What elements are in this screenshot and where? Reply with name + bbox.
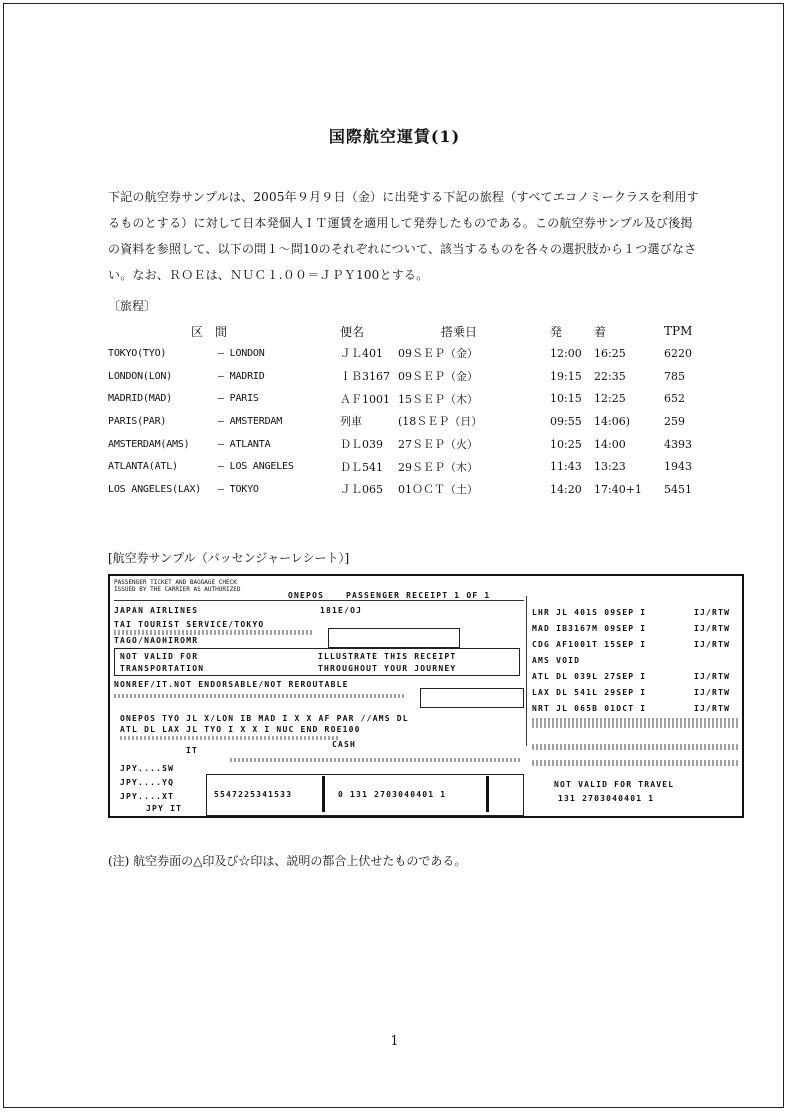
ticket-box bbox=[328, 628, 460, 648]
coupon-row: NRT JL 065B 01OCT I bbox=[532, 704, 647, 713]
itinerary-row bbox=[108, 365, 704, 388]
intro-line: い。なお、ＲＯＥは、ＮＵＣ１.００＝ＪＰＹ100とする。 bbox=[108, 268, 429, 282]
row-tpm: 785 bbox=[664, 369, 685, 383]
ticket-header: PASSENGER TICKET AND BAGGAGE CHECK bbox=[114, 579, 237, 586]
ticket-hatch bbox=[532, 760, 738, 766]
row-to: — MADRID bbox=[218, 370, 265, 382]
row-flight: ＡＦ1001 bbox=[340, 392, 390, 406]
ticket-hatch bbox=[114, 630, 314, 635]
row-tpm: 652 bbox=[664, 392, 685, 406]
ticket-hatch bbox=[114, 694, 404, 698]
ticket-divider bbox=[526, 596, 527, 746]
row-flight: ＤＬ541 bbox=[340, 460, 383, 474]
coupon-basis: IJ/RTW bbox=[694, 624, 731, 633]
coupon-row: LAX DL 541L 29SEP I bbox=[532, 688, 647, 697]
ticket-date-code: 181E/OJ bbox=[320, 606, 363, 615]
ticket-hatch bbox=[230, 758, 520, 762]
header-flight: 便名 bbox=[340, 324, 365, 339]
intro-paragraph bbox=[108, 184, 736, 288]
row-flight: ＩＢ3167 bbox=[340, 370, 390, 384]
ticket-number: 5547225341533 bbox=[214, 790, 293, 799]
row-date: 29ＳＥＰ（木） bbox=[398, 460, 478, 474]
header-date: 搭乗日 bbox=[440, 324, 477, 339]
row-date: (18ＳＥＰ（日） bbox=[398, 415, 483, 429]
ticket-fare-calc: ONEPOS TYO JL X/LON IB MAD I X X AF PAR //AMS DL bbox=[120, 714, 409, 723]
ticket-cash: CASH bbox=[332, 740, 357, 749]
coupon-basis: IJ/RTW bbox=[694, 672, 731, 681]
row-date: 27ＳＥＰ（火） bbox=[398, 438, 478, 452]
intro-line: 下記の航空券サンプルは、2005年９月９日（金）に出発する下記の旅程（すべてエコノミークラスを利用す bbox=[108, 190, 699, 204]
row-dep: 12:00 bbox=[550, 346, 582, 360]
ticket-hatch bbox=[120, 736, 340, 740]
ticket-hatch bbox=[532, 744, 738, 750]
ticket-passenger-code: ONEPOS bbox=[288, 591, 325, 600]
coupon-basis: IJ/RTW bbox=[694, 608, 731, 617]
row-from: AMSTERDAM(AMS) bbox=[108, 438, 190, 450]
row-dep: 09:55 bbox=[550, 414, 582, 428]
row-tpm: 6220 bbox=[664, 346, 692, 360]
ticket-jpy-row: JPY....XT bbox=[120, 792, 175, 801]
page-number: 1 bbox=[390, 1034, 399, 1049]
ticket-bar bbox=[322, 776, 325, 812]
ticket-transportation: TRANSPORTATION bbox=[120, 664, 205, 673]
row-to: — LONDON bbox=[218, 347, 265, 359]
ticket-jpy-row: JPY....SW bbox=[120, 764, 175, 773]
row-arr: 14:00 bbox=[594, 437, 626, 451]
coupon-basis: IJ/RTW bbox=[694, 704, 731, 713]
row-arr: 13:23 bbox=[594, 460, 626, 474]
ticket-fare-calc: ATL DL LAX JL TYO I X X I NUC END ROE100 bbox=[120, 725, 361, 734]
ticket-number: 0 131 2703040401 1 bbox=[338, 790, 447, 799]
row-from: ATLANTA(ATL) bbox=[108, 461, 178, 473]
itinerary-label: 〔旅程〕 bbox=[108, 299, 157, 313]
row-from: LONDON(LON) bbox=[108, 370, 173, 382]
row-flight: 列車 bbox=[340, 415, 362, 429]
row-dep: 10:15 bbox=[550, 392, 582, 406]
row-arr: 22:35 bbox=[594, 369, 626, 383]
document-page bbox=[3, 3, 784, 1108]
row-from: PARIS(PAR) bbox=[108, 415, 167, 427]
ticket-sample bbox=[108, 574, 744, 818]
itinerary-row bbox=[108, 455, 704, 478]
row-arr: 16:25 bbox=[594, 346, 626, 360]
ticket-endorsement: NONREF/IT.NOT ENDORSABLE/NOT REROUTABLE bbox=[114, 680, 349, 689]
row-tpm: 5451 bbox=[664, 482, 692, 496]
row-flight: ＤＬ039 bbox=[340, 438, 383, 452]
row-tpm: 259 bbox=[664, 414, 685, 428]
footnote: (注) 航空券面の△印及び☆印は、説明の都合上伏せたものである。 bbox=[108, 854, 467, 868]
ticket-not-valid: NOT VALID FOR bbox=[120, 652, 199, 661]
row-arr: 12:25 bbox=[594, 392, 626, 406]
row-to: — PARIS bbox=[218, 393, 259, 405]
row-dep: 14:20 bbox=[550, 482, 582, 496]
row-dep: 11:43 bbox=[550, 460, 582, 474]
row-arr: 14:06) bbox=[594, 414, 630, 428]
itinerary-row bbox=[108, 342, 704, 365]
header-arr: 着 bbox=[594, 324, 607, 339]
row-tpm: 1943 bbox=[664, 460, 692, 474]
row-dep: 19:15 bbox=[550, 369, 582, 383]
intro-line: の資料を参照して、以下の問１～問10のそれぞれについて、該当するものを各々の選択肢から１つ選びなさ bbox=[108, 242, 697, 256]
ticket-not-valid-travel: NOT VALID FOR TRAVEL bbox=[554, 780, 675, 789]
header-section: 区 間 bbox=[190, 324, 227, 339]
row-to: — ATLANTA bbox=[218, 438, 271, 450]
coupon-row: ATL DL 039L 27SEP I bbox=[532, 672, 647, 681]
row-dep: 10:25 bbox=[550, 437, 582, 451]
header-tpm: TPM bbox=[664, 324, 693, 338]
ticket-bottom-number: 131 2703040401 1 bbox=[558, 794, 655, 803]
row-from: TOKYO(TYO) bbox=[108, 347, 167, 359]
row-flight: ＪＬ065 bbox=[340, 483, 383, 497]
ticket-illustrate: ILLUSTRATE THIS RECEIPT bbox=[318, 652, 457, 661]
ticket-bar bbox=[486, 776, 489, 812]
row-date: 15ＳＥＰ（木） bbox=[398, 392, 478, 406]
ticket-jpy-row: JPY....YQ bbox=[120, 778, 175, 787]
itinerary-row bbox=[108, 387, 704, 410]
ticket-receipt-title: PASSENGER RECEIPT 1 OF 1 bbox=[346, 591, 491, 600]
intro-line: るものとする）に対して日本発個人ＩＴ運賃を適用して発券したものである。この航空券サンプル及び後掲 bbox=[108, 216, 693, 230]
row-date: 01ＯＣＴ（土） bbox=[398, 483, 478, 497]
coupon-basis: IJ/RTW bbox=[694, 688, 731, 697]
coupon-row: AMS VOID bbox=[532, 656, 581, 665]
header-dep: 発 bbox=[550, 324, 563, 339]
itinerary-header-row bbox=[108, 320, 704, 342]
ticket-header-sub: ISSUED BY THE CARRIER AS AUTHORIZED bbox=[114, 586, 241, 593]
coupon-basis: IJ/RTW bbox=[694, 640, 731, 649]
row-from: MADRID(MAD) bbox=[108, 393, 173, 405]
itinerary-table bbox=[108, 320, 704, 501]
itinerary-row bbox=[108, 410, 704, 433]
ticket-box bbox=[420, 688, 524, 708]
row-from: LOS ANGELES(LAX) bbox=[108, 483, 202, 495]
row-flight: ＪＬ401 bbox=[340, 347, 383, 361]
ticket-pax-name: TAGO/NAOHIROMR bbox=[114, 636, 199, 645]
itinerary-row bbox=[108, 478, 704, 501]
ticket-rule bbox=[114, 600, 524, 601]
ticket-jpy-it: JPY IT bbox=[146, 804, 183, 813]
row-tpm: 4393 bbox=[664, 437, 692, 451]
row-date: 09ＳＥＰ（金） bbox=[398, 347, 478, 361]
coupon-row: MAD IB3167M 09SEP I bbox=[532, 624, 647, 633]
ticket-sample-label: [航空券サンプル（パッセンジャーレシート）] bbox=[108, 551, 350, 565]
page-title: 国際航空運賃(1) bbox=[328, 127, 461, 146]
row-to: — AMSTERDAM bbox=[218, 415, 283, 427]
coupon-row: CDG AF1001T 15SEP I bbox=[532, 640, 647, 649]
row-arr: 17:40+1 bbox=[594, 482, 642, 496]
row-date: 09ＳＥＰ（金） bbox=[398, 370, 478, 384]
ticket-airline: JAPAN AIRLINES bbox=[114, 606, 199, 615]
coupon-row: LHR JL 401S 09SEP I bbox=[532, 608, 647, 617]
ticket-agent: TAI TOURIST SERVICE/TOKYO bbox=[114, 620, 265, 629]
ticket-throughout: THROUGHOUT YOUR JOURNEY bbox=[318, 664, 457, 673]
row-to: — LOS ANGELES bbox=[218, 461, 294, 473]
ticket-fare-code: IT bbox=[186, 746, 199, 755]
row-to: — TOKYO bbox=[218, 483, 259, 495]
ticket-hatch bbox=[532, 718, 738, 728]
itinerary-row bbox=[108, 433, 704, 456]
